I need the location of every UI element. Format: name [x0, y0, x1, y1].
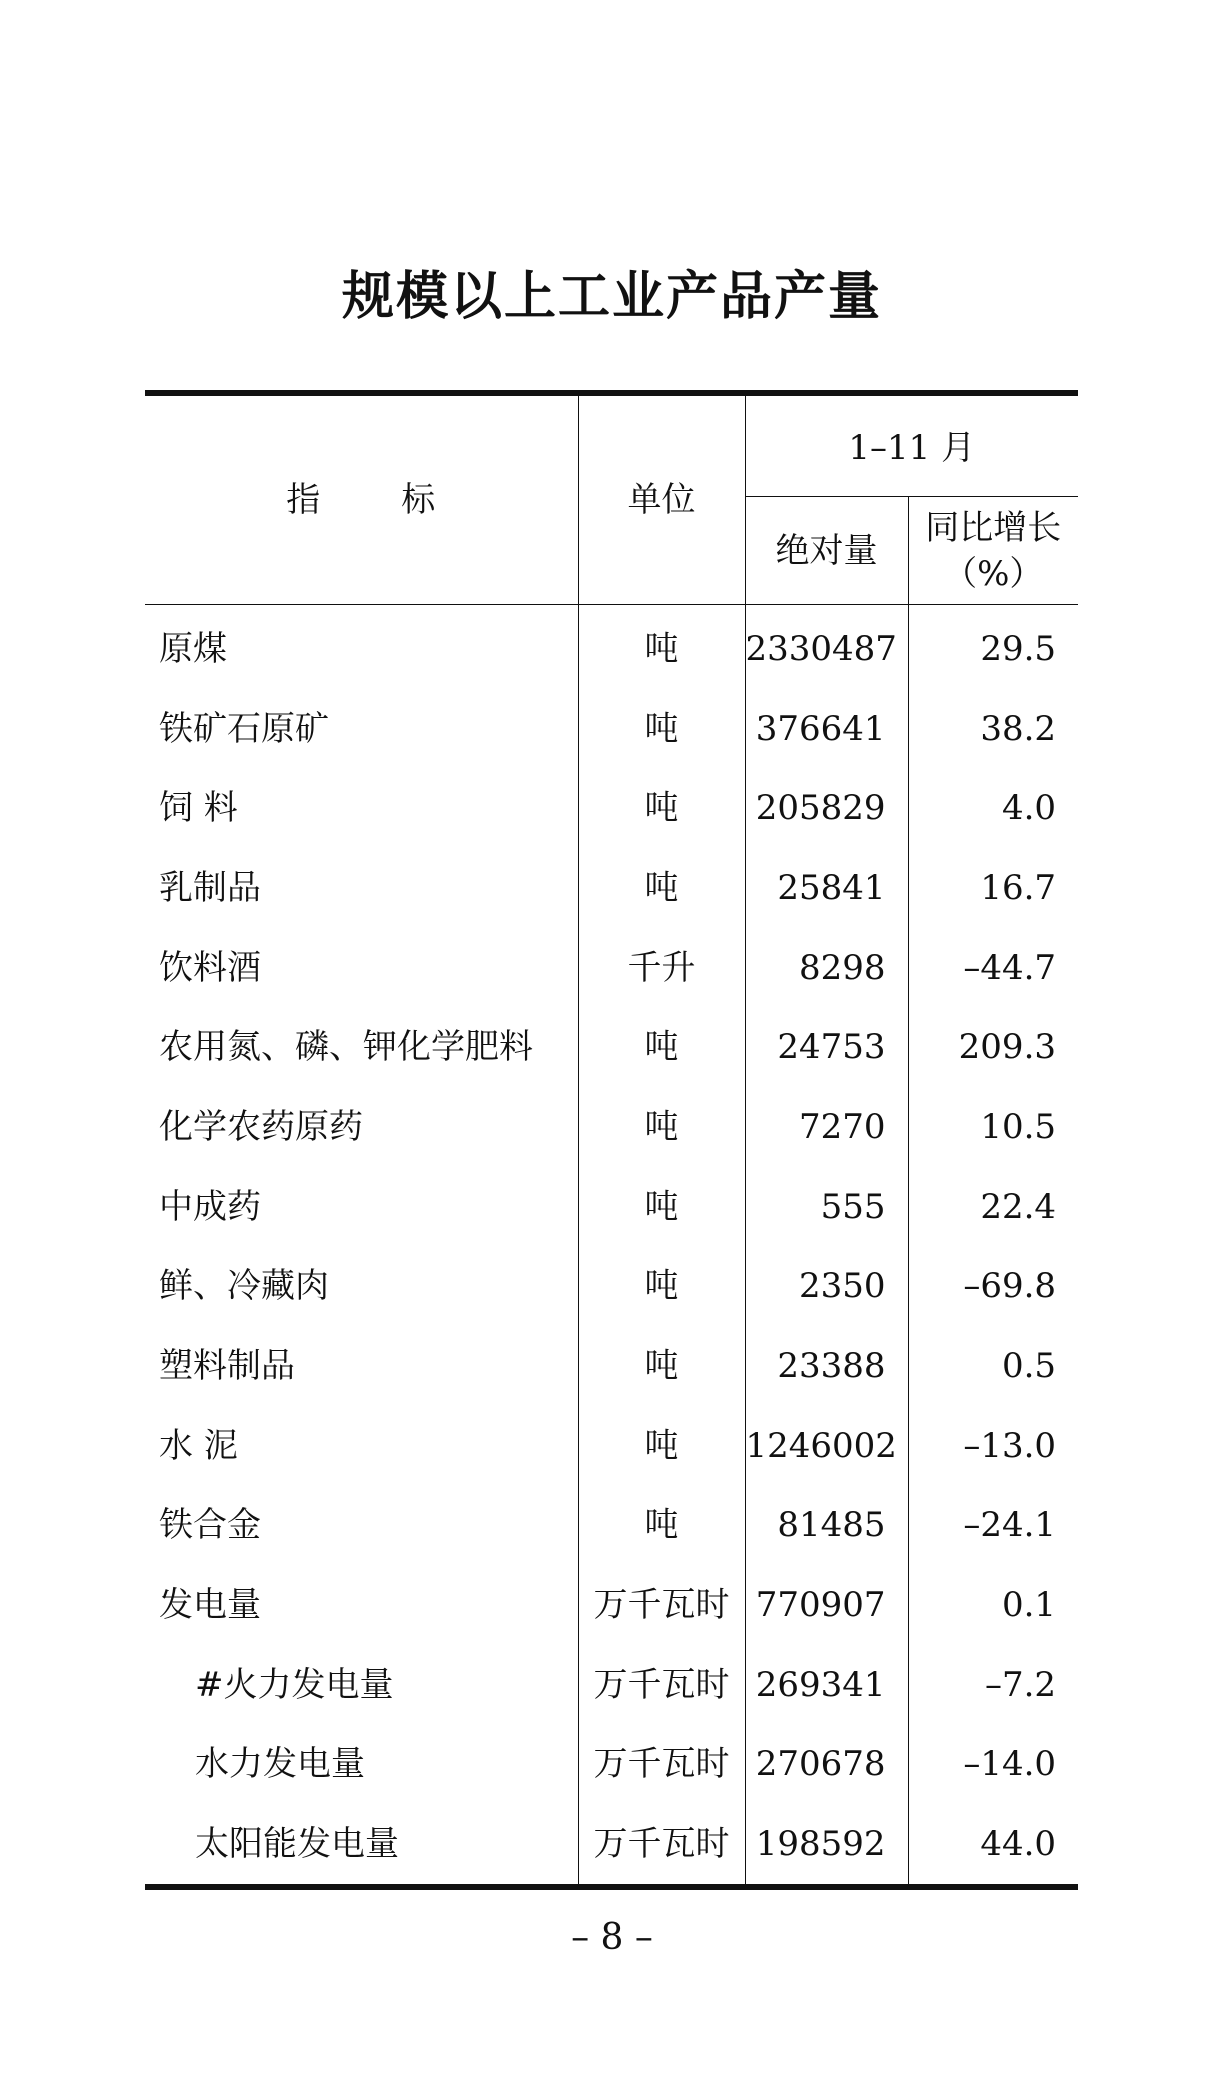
table-row — [145, 1247, 1078, 1327]
row-yoy-cell: 0.5 — [1001, 1346, 1057, 1387]
header-period: 1–11 月 — [745, 393, 1078, 497]
row-unit-cell: 千升 — [578, 928, 745, 1008]
page-title: 规模以上工业产品产量 — [341, 267, 882, 327]
row-absolute-cell: 770907 — [745, 1565, 908, 1645]
row-name-cell: 乳制品 — [145, 848, 578, 928]
header-unit: 单位 — [578, 393, 745, 605]
table-row — [145, 1406, 1078, 1486]
row-name-cell: 铁合金 — [145, 1486, 578, 1566]
header-absolute: 绝对量 — [745, 497, 908, 605]
row-absolute-cell: 269341 — [745, 1645, 908, 1725]
row-unit-cell: 吨 — [578, 1406, 745, 1486]
row-unit-cell: 吨 — [578, 1167, 745, 1247]
row-unit-cell: 吨 — [578, 1087, 745, 1167]
row-unit-cell: 万千瓦时 — [578, 1725, 745, 1805]
row-absolute-cell: 205829 — [745, 768, 908, 848]
row-unit-cell: 吨 — [578, 689, 745, 769]
row-absolute-cell: 23388 — [745, 1326, 908, 1406]
table-row — [145, 1645, 1078, 1725]
row-yoy-cell: –24.1 — [963, 1505, 1057, 1546]
row-name-cell: 中成药 — [145, 1167, 578, 1247]
row-name-cell: 鲜、冷藏肉 — [145, 1247, 578, 1327]
row-unit-cell: 吨 — [578, 1486, 745, 1566]
row-absolute-cell: 7270 — [745, 1087, 908, 1167]
row-absolute-cell: 1246002 — [745, 1406, 908, 1486]
row-unit-cell: 吨 — [578, 1326, 745, 1406]
row-name-cell: 化学农药原药 — [145, 1087, 578, 1167]
row-name-cell: 农用氮、磷、钾化学肥料 — [145, 1007, 578, 1087]
page-number: – 8 – — [571, 1917, 653, 1958]
header-indicator-right: 标 — [401, 480, 437, 520]
header-yoy — [908, 497, 1078, 605]
row-unit-cell: 吨 — [578, 768, 745, 848]
header-yoy-line2: （%） — [943, 553, 1044, 594]
table-row — [145, 1725, 1078, 1805]
table-row — [145, 689, 1078, 769]
header-indicator — [145, 393, 578, 605]
production-table — [145, 390, 1078, 1890]
table-row — [145, 1167, 1078, 1247]
row-name-cell: 发电量 — [145, 1565, 578, 1645]
row-name-cell: 原煤 — [145, 605, 578, 689]
row-yoy-cell: 44.0 — [908, 1804, 1078, 1887]
row-yoy-cell: 4.0 — [1001, 788, 1057, 829]
row-yoy-cell: –44.7 — [963, 947, 1057, 988]
header-indicator-left: 指 — [286, 480, 322, 520]
row-absolute-cell: 198592 — [745, 1804, 908, 1887]
table-row — [145, 1565, 1078, 1645]
row-name-cell: 塑料制品 — [145, 1326, 578, 1406]
row-yoy-cell: –14.0 — [963, 1744, 1057, 1785]
table-row — [145, 1007, 1078, 1087]
row-absolute-cell: 376641 — [745, 689, 908, 769]
row-unit-cell: 吨 — [578, 848, 745, 928]
row-absolute-cell: 25841 — [745, 848, 908, 928]
row-yoy-cell: 22.4 — [980, 1186, 1057, 1227]
row-unit-cell: 吨 — [578, 605, 745, 689]
row-unit-cell: 万千瓦时 — [578, 1565, 745, 1645]
row-yoy-cell: –7.2 — [984, 1664, 1057, 1705]
row-name-cell: #火力发电量 — [145, 1645, 578, 1725]
row-absolute-cell: 555 — [745, 1167, 908, 1247]
table-row — [145, 768, 1078, 848]
row-name-cell: 水力发电量 — [145, 1725, 578, 1805]
production-table-container — [145, 390, 1078, 1890]
row-name-cell: 水 泥 — [145, 1406, 578, 1486]
row-name-cell: 太阳能发电量 — [145, 1804, 578, 1887]
row-absolute-cell: 2330487 — [745, 605, 908, 689]
table-row — [145, 1486, 1078, 1566]
table-row — [145, 928, 1078, 1008]
row-absolute-cell: 2350 — [745, 1247, 908, 1327]
table-row — [145, 848, 1078, 928]
table-row — [145, 1326, 1078, 1406]
row-unit-cell: 万千瓦时 — [578, 1804, 745, 1887]
row-absolute-cell: 24753 — [745, 1007, 908, 1087]
row-name-cell: 铁矿石原矿 — [145, 689, 578, 769]
row-unit-cell: 吨 — [578, 1007, 745, 1087]
row-yoy-cell: –69.8 — [963, 1266, 1057, 1307]
row-unit-cell: 吨 — [578, 1247, 745, 1327]
table-row — [145, 1804, 1078, 1887]
header-yoy-line1: 同比增长 — [925, 507, 1062, 548]
table-row — [145, 605, 1078, 689]
row-name-cell: 饲 料 — [145, 768, 578, 848]
row-absolute-cell: 81485 — [745, 1486, 908, 1566]
table-row — [145, 1087, 1078, 1167]
row-yoy-cell: 16.7 — [980, 867, 1057, 908]
row-yoy-cell: 29.5 — [980, 628, 1057, 669]
row-absolute-cell: 8298 — [745, 928, 908, 1008]
row-yoy-cell: 38.2 — [980, 708, 1057, 749]
row-yoy-cell: –13.0 — [963, 1425, 1057, 1466]
row-unit-cell: 万千瓦时 — [578, 1645, 745, 1725]
row-yoy-cell: 0.1 — [1001, 1585, 1057, 1626]
row-yoy-cell: 10.5 — [980, 1106, 1057, 1147]
table-body — [145, 605, 1078, 1888]
row-absolute-cell: 270678 — [745, 1725, 908, 1805]
row-name-cell: 饮料酒 — [145, 928, 578, 1008]
table-header — [145, 393, 1078, 605]
row-yoy-cell: 209.3 — [958, 1027, 1057, 1068]
